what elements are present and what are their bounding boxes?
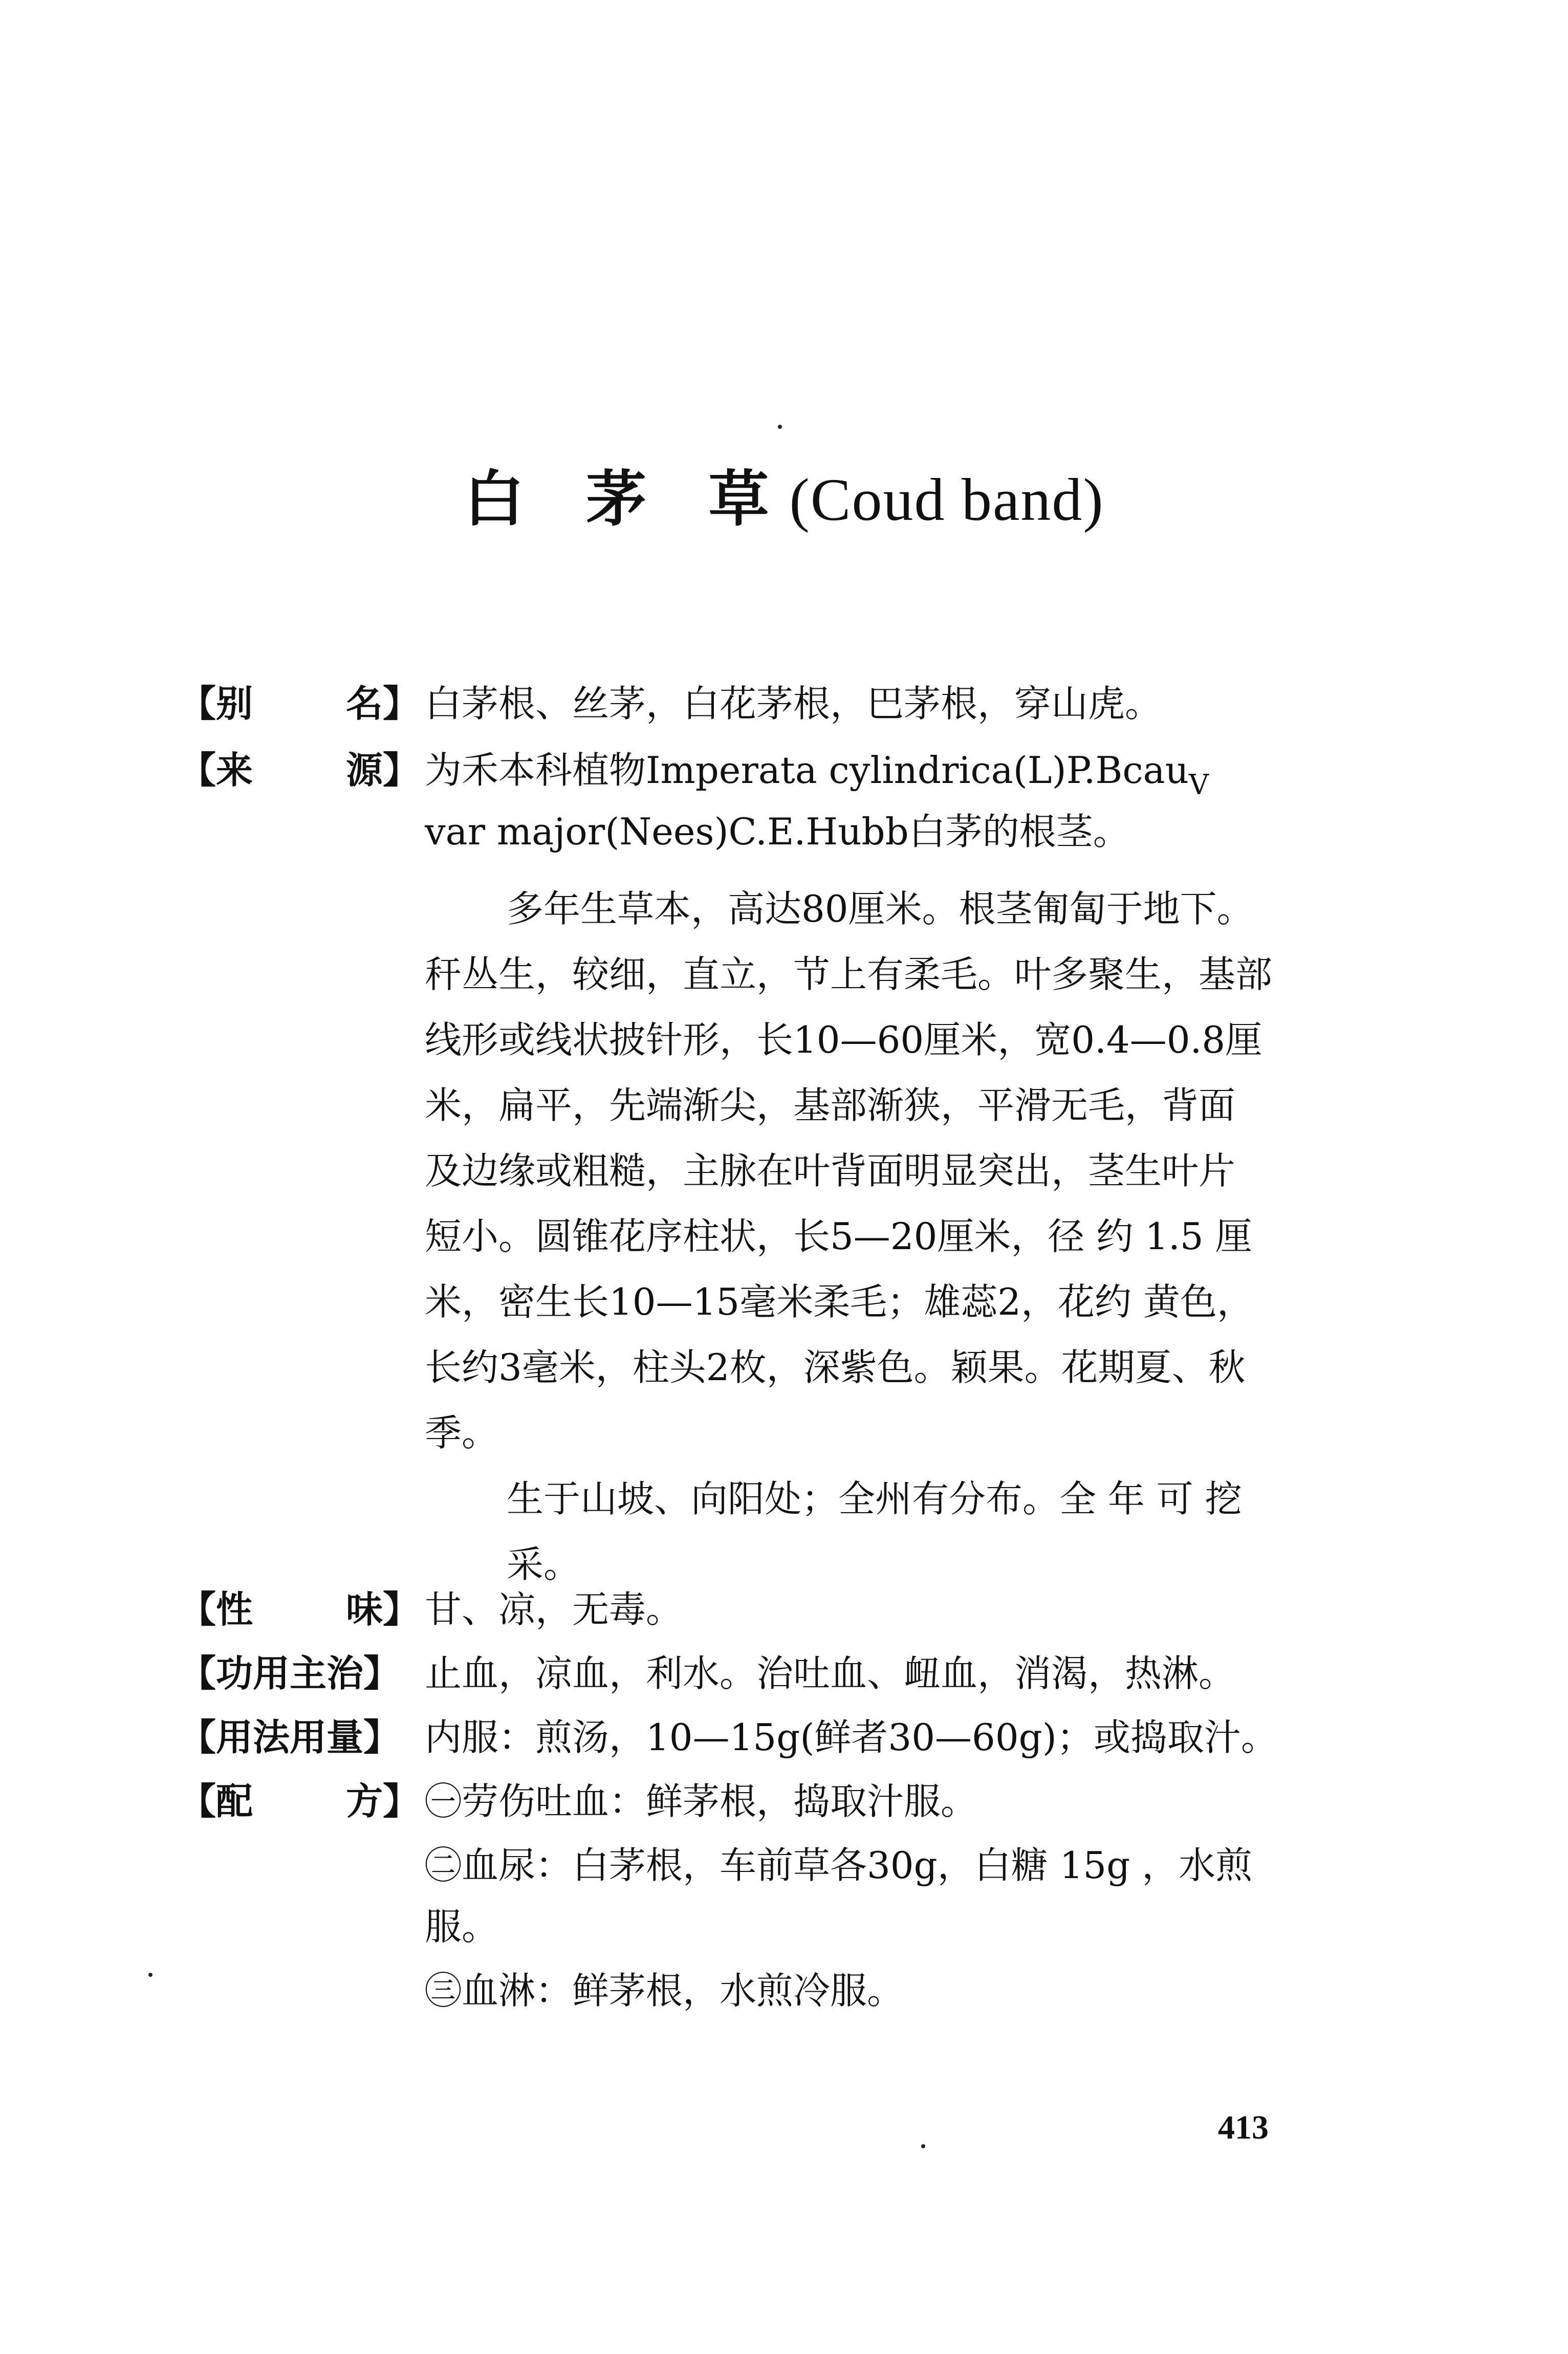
function-text: 止血，凉血，利水。治吐血、衄血，消渴，热淋。 [425, 1652, 1236, 1695]
description-line: 秆丛生，较细，直立，节上有柔毛。叶多聚生，基部 [425, 953, 1273, 996]
description-line: 季。 [425, 1411, 499, 1454]
habitat-line: 采。 [507, 1543, 581, 1586]
label-function: 【功用主治】 [179, 1652, 401, 1695]
label-nature: 【性 味】 [179, 1588, 420, 1631]
habitat-paragraph [425, 1466, 1397, 1597]
description-line: 长约3毫米，柱头2枚，深紫色。颖果。花期夏、秋 [425, 1346, 1246, 1389]
alias-text: 白茅根、丝茅，白花茅根，巴茅根，穿山虎。 [425, 682, 1162, 725]
habitat-line: 生于山坡、向阳处；全州有分布。全 年 可 挖 [507, 1477, 1242, 1520]
usage-text: 内服：煎汤，10—15g(鲜者30—60g)；或捣取汁。 [425, 1716, 1278, 1759]
description-line: 短小。圆锥花序柱状，长5—20厘米，径 约 1.5 厘 [425, 1215, 1252, 1258]
title-english: (Coud band) [789, 466, 1104, 533]
description-line: 及边缘或粗糙，主脉在叶背面明显突出，茎生叶片 [425, 1149, 1236, 1192]
source-text: 为禾本科植物Imperata cylindrica(L)P.Bcau$_V$ [425, 749, 1209, 801]
page-number: 413 [1218, 2109, 1269, 2146]
label-usage: 【用法用量】 [179, 1716, 401, 1759]
scan-speck [778, 425, 782, 429]
source-text-line2: var major(Nees)C.E.Hubb白茅的根茎。 [425, 810, 1130, 853]
page-title [0, 450, 1568, 537]
label-alias: 【别 名】 [179, 682, 420, 725]
scan-speck [921, 2144, 925, 2148]
scan-speck [148, 1973, 153, 1977]
label-source: 【来 源】 [179, 749, 420, 792]
description-line: 米，扁平，先端渐尖，基部渐狭，平滑无毛，背面 [425, 1084, 1236, 1127]
description-line: 线形或线状披针形，长10—60厘米，宽0.4—0.8厘 [425, 1018, 1262, 1061]
nature-text: 甘、凉，无毒。 [425, 1588, 683, 1631]
description-paragraph [425, 876, 1397, 1466]
description-line: 米，密生长10—15毫米柔毛；雄蕊2，花约 黄色， [425, 1280, 1254, 1323]
prescription-item: ㊁血尿：白茅根，车前草各30g，白糖 15g ，水煎 [425, 1844, 1253, 1887]
label-prescription: 【配 方】 [179, 1780, 420, 1823]
description-line: 多年生草本，高达80厘米。根茎匍匐于地下。 [507, 887, 1254, 930]
title-chinese: 白 茅 草 [464, 464, 790, 534]
prescription-item: ㊂血淋：鲜茅根，水煎冷服。 [425, 1969, 904, 2012]
prescription-item: ㊀劳伤吐血：鲜茅根，捣取汁服。 [425, 1780, 978, 1823]
prescription-item-cont: 服。 [425, 1905, 499, 1948]
